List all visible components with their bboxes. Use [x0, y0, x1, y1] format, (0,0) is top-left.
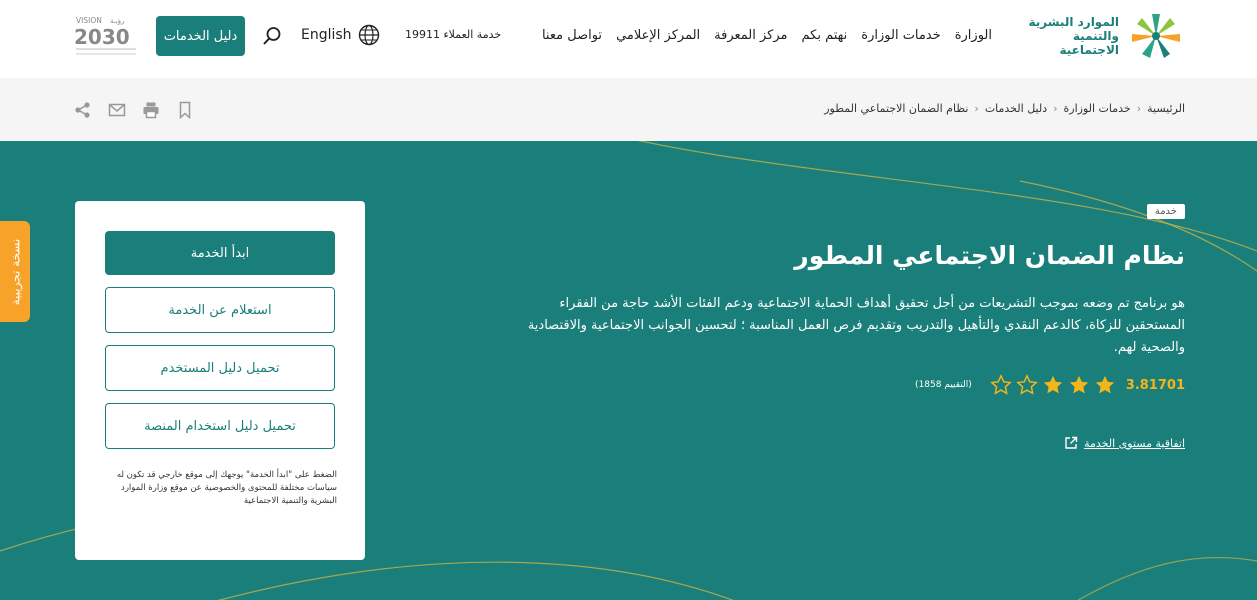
external-link-icon — [1064, 436, 1078, 450]
ministry-logo-text — [1019, 15, 1119, 57]
nav-item-we-care[interactable]: نهتم بكم — [801, 28, 848, 43]
nav-item-contact[interactable]: تواصل معنا — [541, 28, 603, 43]
inquiry-button[interactable]: استعلام عن الخدمة — [105, 287, 335, 333]
service-description: هو برنامج تم وضعه بموجب التشريعات من أجل تحقيق أهداف الحماية الاجتماعية ودعم الفئات الأشد حاجة من الفقراء المستحقين للزكاة، كالدعم النقدي والتأهيل والتدريب وتقديم فرص العمل المناسبة ؛ لتحسين الجوانب الاجتماعية والاقتصادية والصحية لهم. — [527, 296, 1185, 355]
beta-version-label: نسخة تجريبية — [8, 238, 23, 305]
breadcrumb-current: نظام الضمان الاجتماعي المطور — [824, 102, 969, 115]
ministry-logo-icon — [1125, 10, 1187, 62]
share-icon[interactable] — [74, 101, 92, 119]
mail-icon[interactable] — [108, 101, 126, 119]
star-empty-icon[interactable] — [1016, 374, 1038, 396]
svg-text:VISION: VISION — [76, 16, 102, 25]
service-type-badge: خدمة — [1147, 204, 1185, 219]
service-hero — [0, 141, 1257, 600]
main-nav — [535, 24, 999, 47]
download-platform-guide-button[interactable]: تحميل دليل استخدام المنصة — [105, 403, 335, 449]
svg-text:رؤيـة: رؤيـة — [110, 17, 125, 25]
service-title: نظام الضمان الاجتماعي المطور — [794, 241, 1185, 270]
chevron-left-icon: ‹ — [1053, 102, 1058, 115]
logo-line1: الموارد البشرية — [1028, 15, 1119, 29]
star-filled-icon[interactable] — [1042, 374, 1064, 396]
rating-value: 3.81701 — [1125, 377, 1185, 393]
star-empty-icon[interactable] — [990, 374, 1012, 396]
page-tools — [74, 101, 194, 119]
language-label: English — [301, 27, 352, 43]
site-header — [0, 0, 1257, 78]
vision-2030-logo[interactable] — [74, 14, 140, 58]
nav-item-media-center[interactable]: المركز الإعلامي — [616, 28, 701, 43]
star-filled-icon[interactable] — [1094, 374, 1116, 396]
chevron-left-icon: ‹ — [974, 102, 979, 115]
nav-item-services[interactable]: خدمات الوزارة — [861, 28, 941, 43]
service-rating — [915, 374, 1185, 396]
breadcrumb-services-guide[interactable]: دليل الخدمات — [984, 102, 1048, 115]
language-switch[interactable] — [301, 24, 380, 46]
svg-text:2030: 2030 — [74, 25, 130, 49]
chevron-left-icon: ‹ — [1136, 102, 1142, 115]
bookmark-icon[interactable] — [176, 101, 194, 119]
search-icon[interactable] — [262, 26, 282, 46]
services-guide-button[interactable]: دليل الخدمات — [156, 16, 245, 56]
sla-link[interactable] — [1064, 436, 1185, 450]
external-site-note: الضغط على "ابدأ الخدمة" يوجهك إلى موقع خارجي قد تكون له سياسات مختلفة للمحتوى والخصوصية عن موقع وزارة الموارد البشرية والتنمية الاجتماعية — [116, 470, 337, 506]
star-filled-icon[interactable] — [1068, 374, 1090, 396]
globe-icon — [358, 24, 380, 46]
customer-service-hotline[interactable]: خدمة العملاء 19911 — [405, 28, 502, 41]
breadcrumb-ministry-services[interactable]: خدمات الوزارة — [1063, 102, 1131, 115]
ministry-logo[interactable] — [1019, 10, 1187, 62]
nav-item-ministry[interactable]: الوزارة — [954, 28, 992, 43]
vision-2030-icon — [74, 14, 140, 58]
start-service-button[interactable]: ابدأ الخدمة — [105, 231, 335, 275]
logo-line2: والتنمية الاجتماعية — [1059, 29, 1119, 57]
beta-version-tab[interactable] — [0, 221, 30, 322]
service-actions-card — [75, 201, 365, 560]
download-user-guide-button[interactable]: تحميل دليل المستخدم — [105, 345, 335, 391]
sla-link-label: اتفاقية مستوى الخدمة — [1084, 436, 1185, 450]
breadcrumb-home[interactable]: الرئيسية — [1147, 102, 1185, 115]
rating-count: (التقييم 1858) — [915, 380, 972, 390]
breadcrumb — [824, 102, 1185, 115]
print-icon[interactable] — [142, 101, 160, 119]
nav-item-knowledge-center[interactable]: مركز المعرفة — [714, 28, 788, 43]
